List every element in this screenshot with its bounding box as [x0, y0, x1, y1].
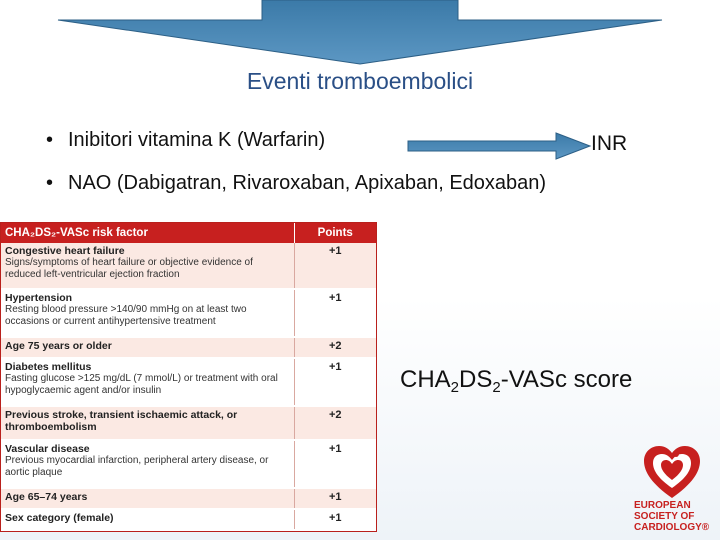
page-title: Eventi tromboembolici	[246, 68, 474, 94]
bullet-vka-text: Inibitori vitamina K (Warfarin)	[68, 129, 326, 151]
table-row	[1, 289, 376, 337]
esc-logo-text	[634, 500, 720, 533]
points-cell: +1	[294, 289, 376, 337]
points-cell: +1	[294, 488, 376, 509]
risk-factor-name: Congestive heart failure	[5, 245, 125, 257]
risk-factor-name: Previous stroke, transient ischaemic attack, or thromboembolism	[5, 408, 238, 433]
score-part1: CHA	[400, 366, 451, 393]
risk-factor-name: Sex category (female)	[5, 512, 114, 524]
bullet-vka	[46, 129, 325, 152]
risk-factor-cell	[1, 337, 294, 358]
bullet-dot: •	[46, 129, 54, 151]
points-cell: +2	[294, 337, 376, 358]
header-points: Points	[294, 223, 376, 243]
score-part2: DS	[459, 366, 493, 393]
points-cell: +1	[294, 358, 376, 406]
risk-factor-cell	[1, 406, 294, 441]
score-label	[400, 366, 632, 396]
table-row	[1, 488, 376, 509]
risk-factor-cell	[1, 289, 294, 337]
header-factor: CHA₂DS₂-VASc risk factor	[1, 223, 294, 243]
bullet-nao	[46, 172, 546, 195]
score-sub2: 2	[492, 379, 501, 396]
table-row	[1, 358, 376, 406]
points-cell: +2	[294, 406, 376, 441]
table-row	[1, 243, 376, 289]
risk-factor-description: Signs/symptoms of heart failure or objective evidence of reduced left-ventricular ejection fraction	[5, 257, 253, 280]
risk-factor-name: Age 65–74 years	[5, 491, 88, 504]
risk-factor-name: Hypertension	[5, 292, 73, 305]
points-cell: +1	[294, 509, 376, 530]
score-part3: -VASc score	[500, 366, 633, 393]
table-header-row	[1, 223, 376, 243]
bullet-dot: •	[46, 172, 54, 194]
inr-label: INR	[591, 132, 628, 155]
risk-factor-description: Previous myocardial infarction, peripheral artery disease, or aortic plaque	[5, 455, 269, 478]
table-row	[1, 440, 376, 488]
logo-line1: EUROPEAN	[634, 500, 691, 511]
points-cell: +1	[294, 440, 376, 488]
risk-factor-cell	[1, 440, 294, 488]
risk-factor-name: Vascular disease	[5, 443, 90, 456]
risk-factor-cell	[1, 243, 294, 289]
risk-factor-name: Diabetes mellitus	[5, 361, 92, 373]
esc-heart-logo	[642, 444, 702, 500]
logo-line2: SOCIETY OF	[634, 511, 695, 522]
top-down-arrow	[0, 0, 720, 70]
right-arrow-icon	[406, 130, 592, 162]
risk-factor-cell	[1, 358, 294, 406]
cha2ds2-vasc-table	[0, 222, 377, 532]
table-row	[1, 406, 376, 441]
bullet-nao-text: NAO (Dabigatran, Rivaroxaban, Apixaban, Edoxaban)	[68, 172, 547, 194]
risk-factor-cell	[1, 509, 294, 530]
logo-line3: CARDIOLOGY®	[634, 522, 710, 533]
table-row	[1, 509, 376, 530]
table-row	[1, 337, 376, 358]
risk-factor-cell	[1, 488, 294, 509]
risk-factor-description: Resting blood pressure >140/90 mmHg on at least two occasions or current antihypertensive treatment	[5, 304, 247, 327]
risk-factor-name: Age 75 years or older	[5, 340, 112, 353]
score-sub1: 2	[450, 379, 460, 396]
points-cell: +1	[294, 243, 376, 289]
risk-factor-description: Fasting glucose >125 mg/dL (7 mmol/L) or treatment with oral hypoglycaemic agent and/or insulin	[5, 373, 278, 396]
